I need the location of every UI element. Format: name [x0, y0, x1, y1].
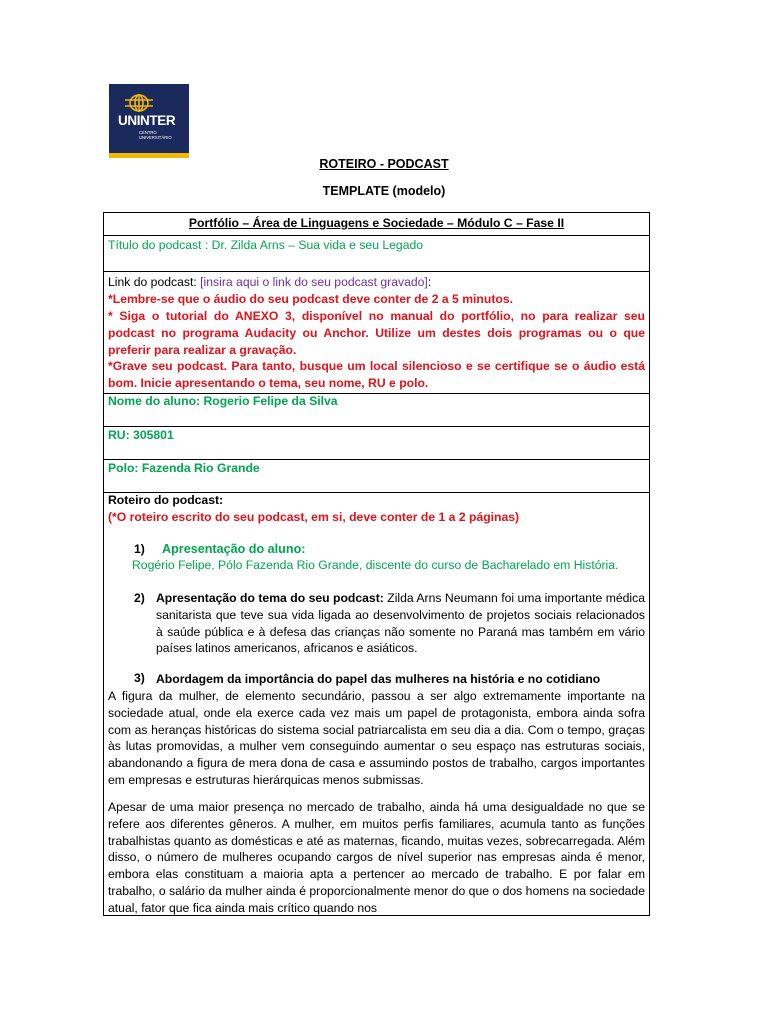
- logo-subtitle: CENTRO UNIVERSITÁRIO: [139, 130, 172, 140]
- globe-icon: [123, 93, 155, 113]
- page-title: ROTEIRO - PODCAST: [319, 157, 449, 171]
- row-divider: [104, 235, 649, 236]
- link-placeholder[interactable]: [insira aqui o link do seu podcast gravado]: [200, 275, 428, 289]
- item3-number: 3): [134, 671, 145, 685]
- note-duration: *Lembre-se que o áudio do seu podcast deve conter de 2 a 5 minutos.: [108, 292, 513, 306]
- row-divider: [104, 271, 649, 272]
- item3-title: Abordagem da importância do papel das mulheres na história e no cotidiano: [156, 672, 601, 686]
- page-subtitle: TEMPLATE (modelo): [322, 184, 446, 198]
- item1-title: Apresentação do aluno:: [162, 542, 306, 556]
- uninter-logo: [109, 84, 189, 158]
- item1-text: Rogério Felipe, Pólo Fazenda Rio Grande, discente do curso de Bacharelado em História.: [132, 558, 619, 572]
- item2-number: 2): [134, 591, 145, 605]
- item2-title: Apresentação do tema do seu podcast:: [156, 591, 384, 605]
- note-recording: *Grave seu podcast. Para tanto, busque um local silencioso e se certifique se o áudio está bom. Inicie apresentando o tema, seu nome, RU e polo.: [108, 359, 645, 390]
- paragraph-women-society: A figura da mulher, de elemento secundário, passou a ser algo extremamente importante na sociedade atual, onde ela exerce cada vez mais um papel de protagonista, embora ainda sofra com as heranças históricas do sistema social patriarcalista em seu dia a dia. Com o tempo, graças às lutas promovidas, a mulher vem conseguindo aumentar o seu espaço nas estruturas sociais, abandonando a figura de mera dona de casa e assumindo postos de trabalho, cargos importantes em empresas e estruturas hierárquicas menos submissas.: [108, 689, 645, 787]
- table-heading: Portfólio – Área de Linguagens e Sociedade – Módulo C – Fase II: [188, 216, 565, 230]
- script-instruction: (*O roteiro escrito do seu podcast, em si, deve conter de 1 a 2 páginas): [108, 510, 520, 524]
- student-polo: Polo: Fazenda Rio Grande: [108, 461, 260, 475]
- paragraph-inequality: Apesar de uma maior presença no mercado de trabalho, ainda há uma desigualdade no que se refere aos diferentes gêneros. A mulher, em muitos perfis familiares, acumula tanto as funções trabalhistas quanto as domésticas e até as maternas, ficando, muitas vezes, sobrecarregada. Além disso, o número de mulheres ocupando cargos de nível superior nas empresas ainda é menor, embora elas constituam a maioria apta a pertencer ao mercado de trabalho. E por falar em trabalho, o salário da mulher ainda é proporcionalmente menor do que o dos homens na sociedade atual, fator que fica ainda mais crítico quando nos: [108, 800, 645, 915]
- item1-number: 1): [134, 542, 145, 556]
- podcast-template-table: [103, 212, 650, 916]
- student-name: Nome do aluno: Rogerio Felipe da Silva: [108, 394, 338, 408]
- script-label: Roteiro do podcast:: [108, 493, 224, 507]
- item2-text: Zilda Arns Neumann foi uma importante médica sanitarista que teve sua vida ligada ao desenvolvimento de projetos sociais relacionados à saúde pública e à defesa das crianças não somente no Paraná mas também em vário países latinos americanos, africanos e asiáticos.: [156, 591, 645, 656]
- podcast-link-line: Link do podcast: [insira aqui o link do seu podcast gravado]:: [108, 275, 432, 289]
- logo-brand: UNINTER: [118, 113, 176, 128]
- podcast-title: Título do podcast : Dr. Zilda Arns – Sua vida e seu Legado: [108, 238, 424, 252]
- link-label: Link do podcast:: [108, 275, 197, 289]
- item2-block: [156, 590, 645, 657]
- note-tutorial: * Siga o tutorial do ANEXO 3, disponível no manual do portfólio, no para realizar seu podcast no programa Audacity ou Anchor. Utilize um destes dois programas ou o que preferir para realizar a gravação.: [108, 309, 645, 357]
- student-ru: RU: 305801: [108, 428, 174, 442]
